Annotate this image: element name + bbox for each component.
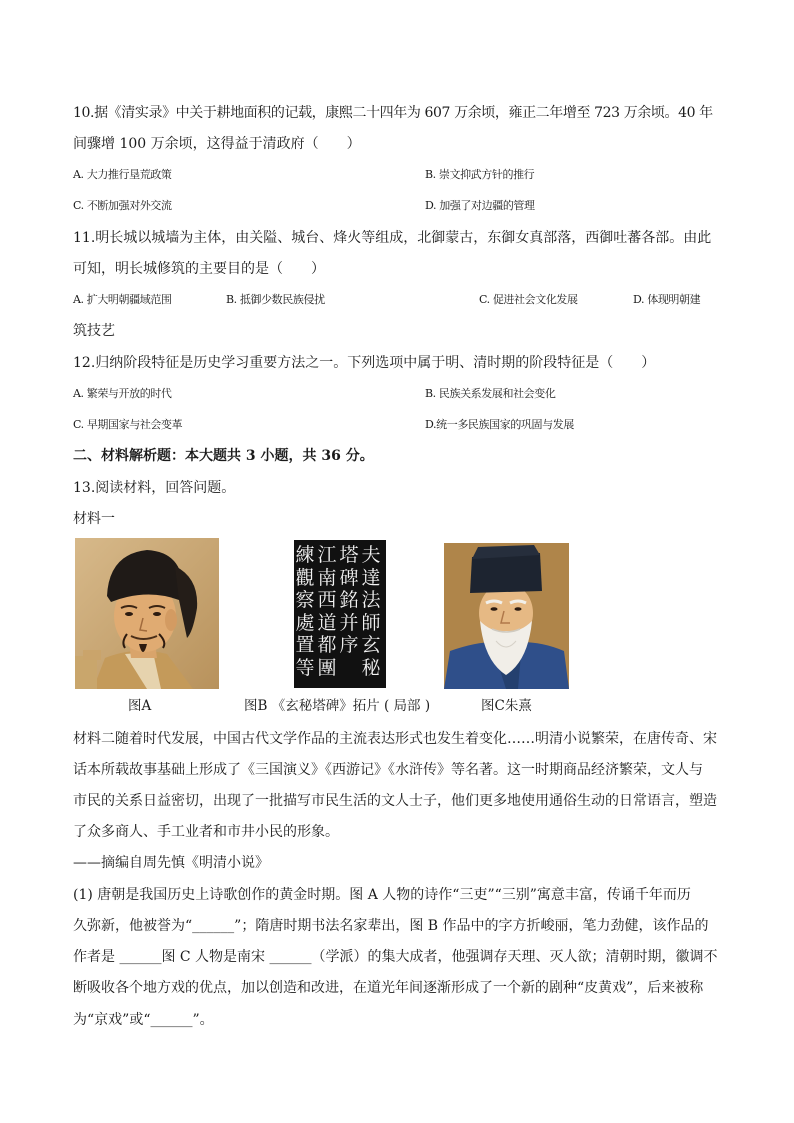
q12-option-a: A. 繁荣与开放的时代 (73, 387, 172, 400)
q11-option-b: B. 抵御少数民族侵扰 (226, 293, 325, 306)
figure-b-rubbing-image (294, 540, 386, 688)
material-two-line3: 市民的关系日益密切，出现了一批描写市民生活的文人士子，他们更多地使用通俗生动的日常语言，塑造 (73, 793, 717, 809)
rubbing-column-1: 夫 達 法 師 玄 秘 (361, 544, 381, 679)
section-heading: 二、材料解析题：本大题共 3 小题，共 36 分。 (73, 448, 374, 464)
material-two-line2: 话本所载故事基础上形成了《三国演义》《西游记》《水浒传》等名著。这一时期商品经济繁荣，文人与 (73, 762, 703, 778)
q12-options-row2 (73, 415, 723, 435)
q11-option-d-continuation: 筑技艺 (73, 323, 115, 339)
q11-stem-line2: 可知，明长城修筑的主要目的是（ ） (73, 261, 325, 277)
q11-stem-line1: 11.明长城以城墙为主体，由关隘、城台、烽火等组成，北御蒙古，东御女真部落，西御吐蕃各部。由此 (73, 230, 712, 246)
sub-question-1-line2: 久弥新，他被誉为“______”；隋唐时期书法名家辈出，图 B 作品中的字方折峻丽，笔力劲健，该作品的 (73, 918, 709, 934)
q13-intro: 13.阅读材料，回答问题。 (73, 480, 236, 496)
q11-option-a: A. 扩大明朝疆域范围 (73, 293, 172, 306)
q11-option-d: D. 体现明朝建 (633, 293, 701, 306)
q12-stem: 12.归纳阶段特征是历史学习重要方法之一。下列选项中属于明、清时期的阶段特征是（ ） (73, 355, 656, 371)
material-two-line4: 了众多商人、手工业者和市井小民的形象。 (73, 824, 339, 840)
figure-c-portrait-image (444, 543, 569, 689)
figure-b-caption: 图B 《玄秘塔碑》拓片 ( 局部 ) (244, 698, 431, 714)
q10-stem-line2: 间骤增 100 万余顷，这得益于清政府（ ） (73, 136, 361, 152)
material-one-label: 材料一 (73, 511, 115, 527)
rubbing-column-2: 塔 碑 銘 并 序 (339, 544, 359, 656)
sub-question-1-line1: (1) 唐朝是我国历史上诗歌创作的黄金时期。图 A 人物的诗作“三吏”“三别”寓意丰富，传诵千年而历 (73, 887, 691, 903)
q10-option-b: B. 崇文抑武方针的推行 (425, 168, 535, 181)
figure-c-caption: 图C朱熹 (481, 698, 532, 714)
sub-question-1-line3: 作者是 ______图 C 人物是南宋 ______（学派）的集大成者，他强调存天理、灭人欲；清朝时期，徽调不 (73, 949, 718, 965)
q10-options-row2 (73, 196, 723, 216)
rubbing-column-3: 江 南 西 道 都 團 (317, 544, 337, 679)
material-source: ——摘编自周先慎《明清小说》 (73, 855, 269, 871)
q12-option-c: C. 早期国家与社会变革 (73, 418, 183, 431)
figure-a-portrait-image (75, 538, 219, 689)
q10-stem-line1: 10.据《清实录》中关于耕地面积的记载，康熙二十四年为 607 万余顷，雍正二年增至 723 万余顷。40 年 (73, 105, 713, 121)
q10-options-row1 (73, 165, 723, 185)
q12-option-b: B. 民族关系发展和社会变化 (425, 387, 556, 400)
q10-option-d: D. 加强了对边疆的管理 (425, 199, 535, 212)
q12-options-row1 (73, 384, 723, 404)
figure-a-caption: 图A (128, 698, 152, 714)
rubbing-column-4: 練 觀 察 處 置 等 (295, 544, 315, 679)
q11-option-c: C. 促进社会文化发展 (479, 293, 578, 306)
sub-question-1-line4: 断吸收各个地方戏的优点，加以创造和改进，在道光年间逐渐形成了一个新的剧种“皮黄戏”，后来被称 (73, 980, 704, 996)
q12-option-d: D.统一多民族国家的巩固与发展 (425, 418, 574, 431)
sub-question-1-line5: 为“京戏”或“______”。 (73, 1012, 214, 1028)
material-two-line1: 材料二随着时代发展，中国古代文学作品的主流表达形式也发生着变化……明清小说繁荣，在唐传奇、宋 (73, 731, 717, 747)
q10-option-a: A. 大力推行垦荒政策 (73, 168, 172, 181)
q10-option-c: C. 不断加强对外交流 (73, 199, 172, 212)
